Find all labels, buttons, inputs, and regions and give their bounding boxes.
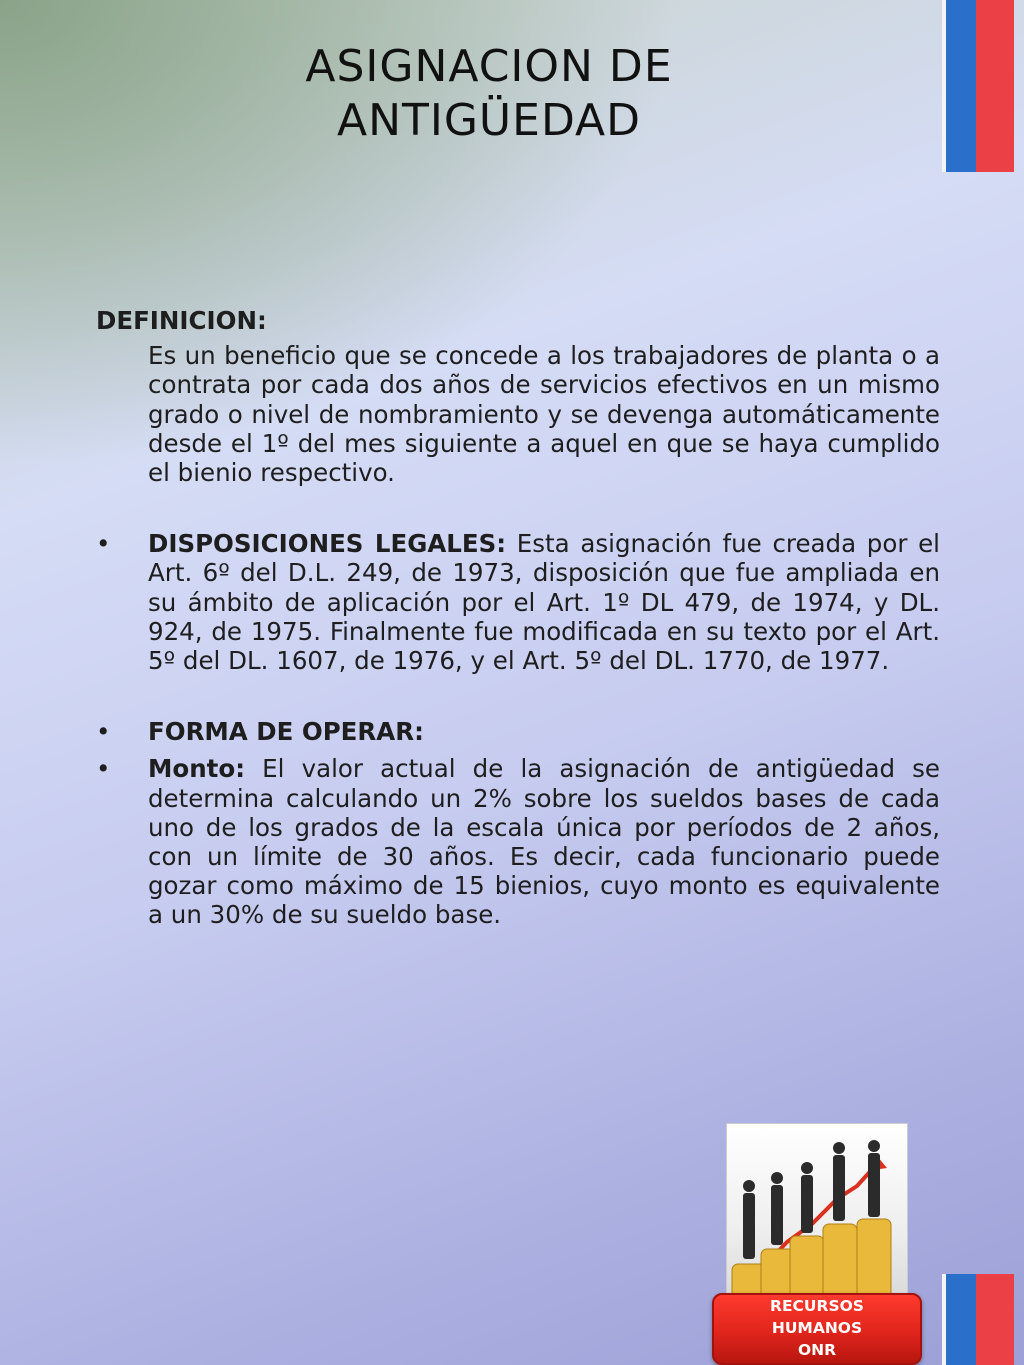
definicion-text: Es un beneficio que se concede a los trabajadores de planta o a contrata por cada dos años de servicios efectivos en un mismo grado o nivel de nombramiento y se devenga automáticamente desde el 1º del mes siguiente a aquel en que se haya cumplido el bienio respectivo. [148,341,940,488]
title-line-1: ASIGNACION DE [305,41,673,92]
bullet-text: Esta asignación fue creada por el Art. 6º del D.L. 249, de 1973, disposición que fue ampliada en su ámbito de aplicación por el Art. 1º DL 479, de 1974, y DL. 924, de 1975. Finalmente fue modificada en su texto por el Art. 5º del DL. 1607, de 1976, y el Art. 5º del DL. 1770, de 1977. [148,529,940,676]
main-content [96,306,940,930]
bullet-label: DISPOSICIONES LEGALES: [148,529,507,559]
definicion-heading: DEFINICION: [96,306,267,335]
list-item-disposiciones [96,529,940,675]
badge-line-3: ONR [797,1341,837,1359]
bullet-marker: • [96,754,111,784]
recursos-humanos-badge [712,1293,922,1365]
bullet-marker: • [96,529,111,559]
bullet-marker: • [96,717,111,747]
page-title [0,40,978,148]
bullet-label: Monto: [148,754,245,784]
coin-stacks-illustration [727,1124,907,1304]
list-item-forma-operar [96,717,940,746]
businessmen-coins-image [726,1123,908,1305]
badge-line-2: HUMANOS [771,1319,863,1337]
badge-line-1: RECURSOS [770,1297,864,1315]
title-line-2: ANTIGÜEDAD [336,95,642,146]
bullet-text: El valor actual de la asignación de antigüedad se determina calculando un 2% sobre los sueldos bases de cada uno de los grados de la escala única por períodos de 2 años, con un límite de 30 años. Es decir, cada funcionario puede gozar como máximo de 15 bienios, cuyo monto es equivalente a un 30% de su sueldo base. [148,754,940,930]
bullet-label: FORMA DE OPERAR: [148,717,424,747]
list-item-monto [96,754,940,929]
flag-stripes-bottom [942,1274,1014,1365]
